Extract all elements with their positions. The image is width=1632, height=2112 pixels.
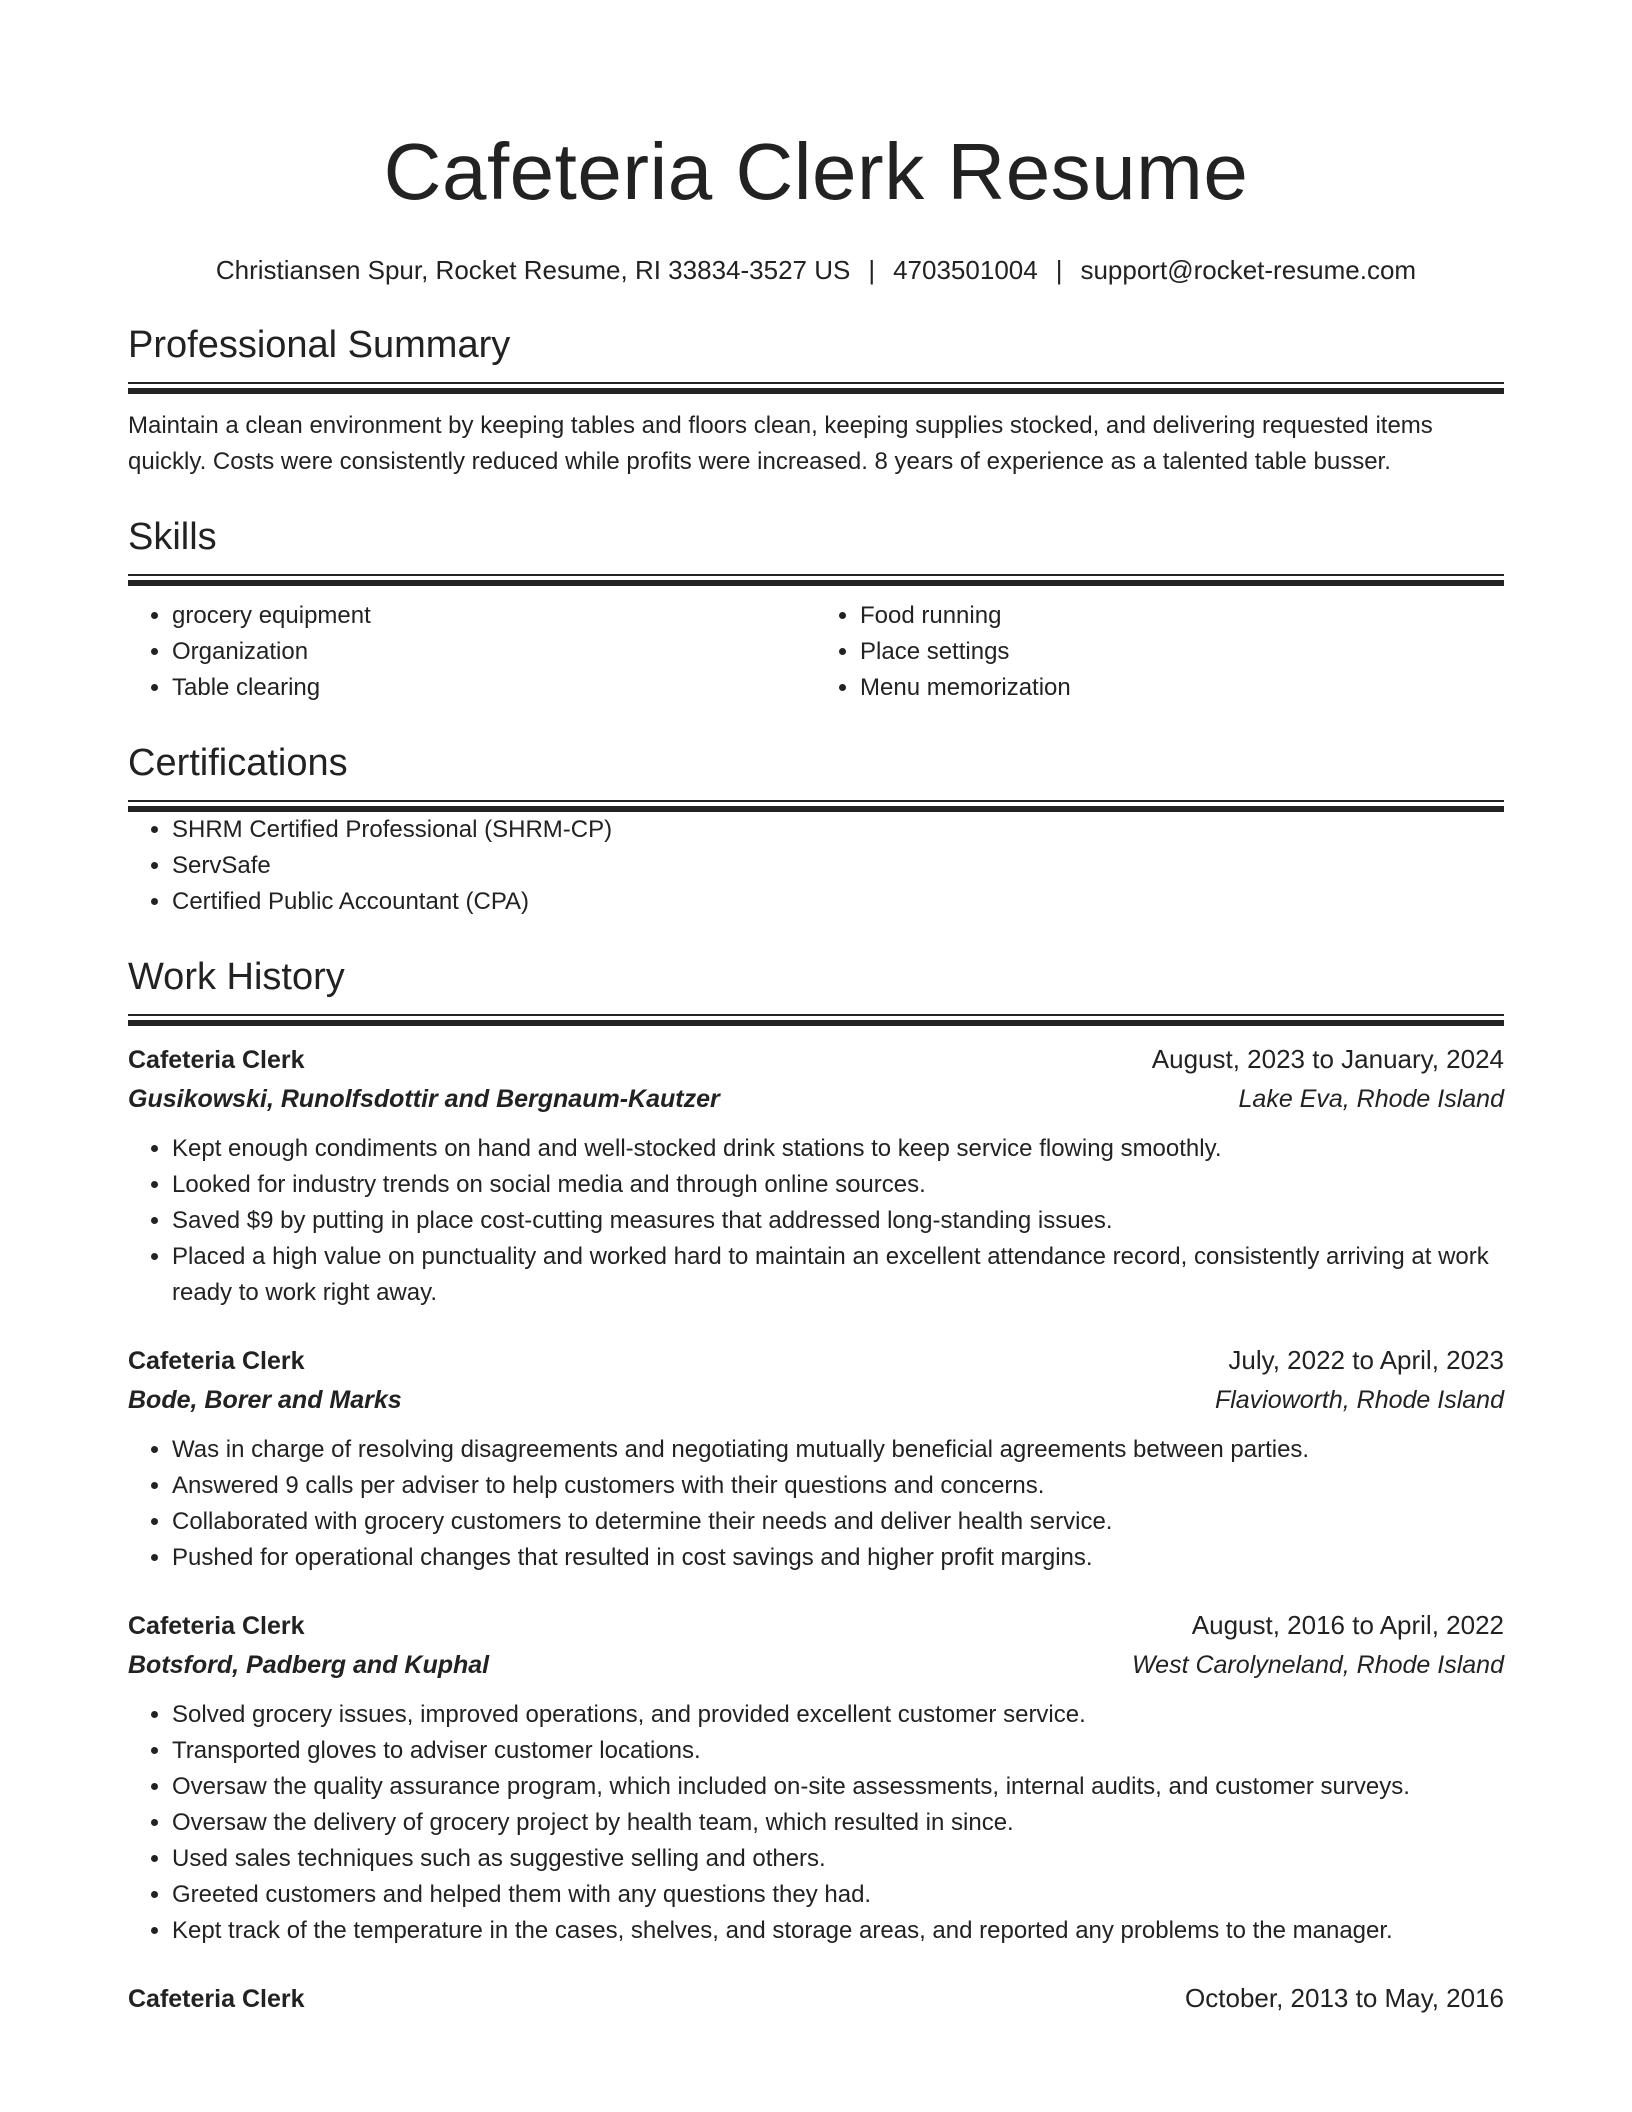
work-history-section (128, 954, 1504, 2018)
job-bullet: • Kept track of the temperature in the cases, shelves, and storage areas, and reported any problems to the manager. (172, 1913, 1504, 1949)
section-divider (128, 1014, 1504, 1026)
certification-item: • Certified Public Accountant (CPA) (172, 884, 1504, 920)
job-dates: July, 2022 to April, 2023 (1228, 1345, 1504, 1375)
job-employer-row (128, 1645, 1504, 1685)
job-company: Bode, Borer and Marks (128, 1386, 402, 1414)
contact-phone: 4703501004 (893, 255, 1038, 285)
job-company: Botsford, Padberg and Kuphal (128, 1651, 490, 1679)
job-bullet: • Transported gloves to adviser customer locations. (172, 1733, 1504, 1769)
skill-item: • Organization (172, 634, 816, 670)
job-location: West Carolyneland, Rhode Island (1132, 1651, 1504, 1679)
job-bullet: • Solved grocery issues, improved operations, and provided excellent customer service. (172, 1697, 1504, 1733)
job-company: Gusikowski, Runolfsdottir and Bergnaum-Kautzer (128, 1085, 720, 1113)
job-header-row (128, 1979, 1504, 2018)
job-location: Lake Eva, Rhode Island (1238, 1085, 1504, 1113)
contact-email: support@rocket-resume.com (1080, 255, 1417, 285)
job-dates: August, 2023 to January, 2024 (1151, 1044, 1504, 1074)
skills-grid (128, 598, 1504, 706)
job-header-row (128, 1040, 1504, 1079)
skill-item: • Table clearing (172, 670, 816, 706)
job-title: Cafeteria Clerk (128, 1612, 305, 1640)
section-divider (128, 382, 1504, 394)
certification-item: • SHRM Certified Professional (SHRM-CP) (172, 812, 1504, 848)
job-bullet: • Placed a high value on punctuality and worked hard to maintain an excellent attendance record, consistently arriving at work ready to work right away. (172, 1239, 1504, 1311)
contact-line (128, 252, 1504, 288)
job-bullet: • Greeted customers and helped them with any questions they had. (172, 1877, 1504, 1913)
summary-section (128, 322, 1504, 480)
contact-separator: | (1055, 255, 1063, 285)
job-location: Flavioworth, Rhode Island (1214, 1386, 1504, 1414)
job-bullets (128, 1131, 1504, 1311)
job-title: Cafeteria Clerk (128, 1347, 305, 1375)
section-divider (128, 574, 1504, 586)
job-employer-row (128, 1380, 1504, 1420)
job-title: Cafeteria Clerk (128, 1046, 305, 1074)
certifications-heading: Certifications (128, 742, 348, 784)
section-divider (128, 800, 1504, 812)
skill-item: • Place settings (860, 634, 1504, 670)
job-bullets (128, 1432, 1504, 1576)
contact-separator: | (868, 255, 876, 285)
job-bullet: • Saved $9 by putting in place cost-cutting measures that addressed long-standing issues. (172, 1203, 1504, 1239)
work-history-heading: Work History (128, 956, 345, 998)
skills-section (128, 514, 1504, 706)
job-bullet: • Pushed for operational changes that resulted in cost savings and higher profit margins. (172, 1540, 1504, 1576)
skills-list-right (816, 598, 1504, 706)
job-entry (128, 1606, 1504, 1949)
job-employer-row (128, 1079, 1504, 1119)
job-title: Cafeteria Clerk (128, 1985, 305, 2013)
job-bullet: • Collaborated with grocery customers to determine their needs and deliver health service. (172, 1504, 1504, 1540)
job-bullet: • Oversaw the delivery of grocery project by health team, which resulted in since. (172, 1805, 1504, 1841)
job-entry (128, 1341, 1504, 1576)
skill-item: • Menu memorization (860, 670, 1504, 706)
job-header-row (128, 1606, 1504, 1645)
job-entry (128, 1040, 1504, 1311)
job-bullet: • Used sales techniques such as suggestive selling and others. (172, 1841, 1504, 1877)
job-bullet: • Was in charge of resolving disagreements and negotiating mutually beneficial agreements between parties. (172, 1432, 1504, 1468)
skills-list-left (128, 598, 816, 706)
summary-text: Maintain a clean environment by keeping tables and floors clean, keeping supplies stocked, and delivering requested items quickly. Costs were consistently reduced while profits were increased. 8 years of experience as a talented table busser. (128, 412, 1433, 475)
summary-heading: Professional Summary (128, 324, 511, 366)
skills-heading: Skills (128, 516, 217, 558)
job-bullet: • Kept enough condiments on hand and well-stocked drink stations to keep service flowing smoothly. (172, 1131, 1504, 1167)
job-entry (128, 1979, 1504, 2018)
certifications-list (128, 812, 1504, 920)
job-dates: August, 2016 to April, 2022 (1191, 1610, 1504, 1640)
job-header-row (128, 1341, 1504, 1380)
job-bullets (128, 1697, 1504, 1949)
skill-item: • grocery equipment (172, 598, 816, 634)
contact-address: Christiansen Spur, Rocket Resume, RI 33834-3527 US (215, 255, 851, 285)
certifications-section (128, 740, 1504, 920)
skill-item: • Food running (860, 598, 1504, 634)
job-bullet: • Oversaw the quality assurance program, which included on-site assessments, internal audits, and customer surveys. (172, 1769, 1504, 1805)
job-dates: October, 2013 to May, 2016 (1185, 1983, 1504, 2013)
certification-item: • ServSafe (172, 848, 1504, 884)
job-bullet: • Looked for industry trends on social media and through online sources. (172, 1167, 1504, 1203)
job-bullet: • Answered 9 calls per adviser to help customers with their questions and concerns. (172, 1468, 1504, 1504)
resume-title: Cafeteria Clerk Resume (383, 127, 1249, 216)
